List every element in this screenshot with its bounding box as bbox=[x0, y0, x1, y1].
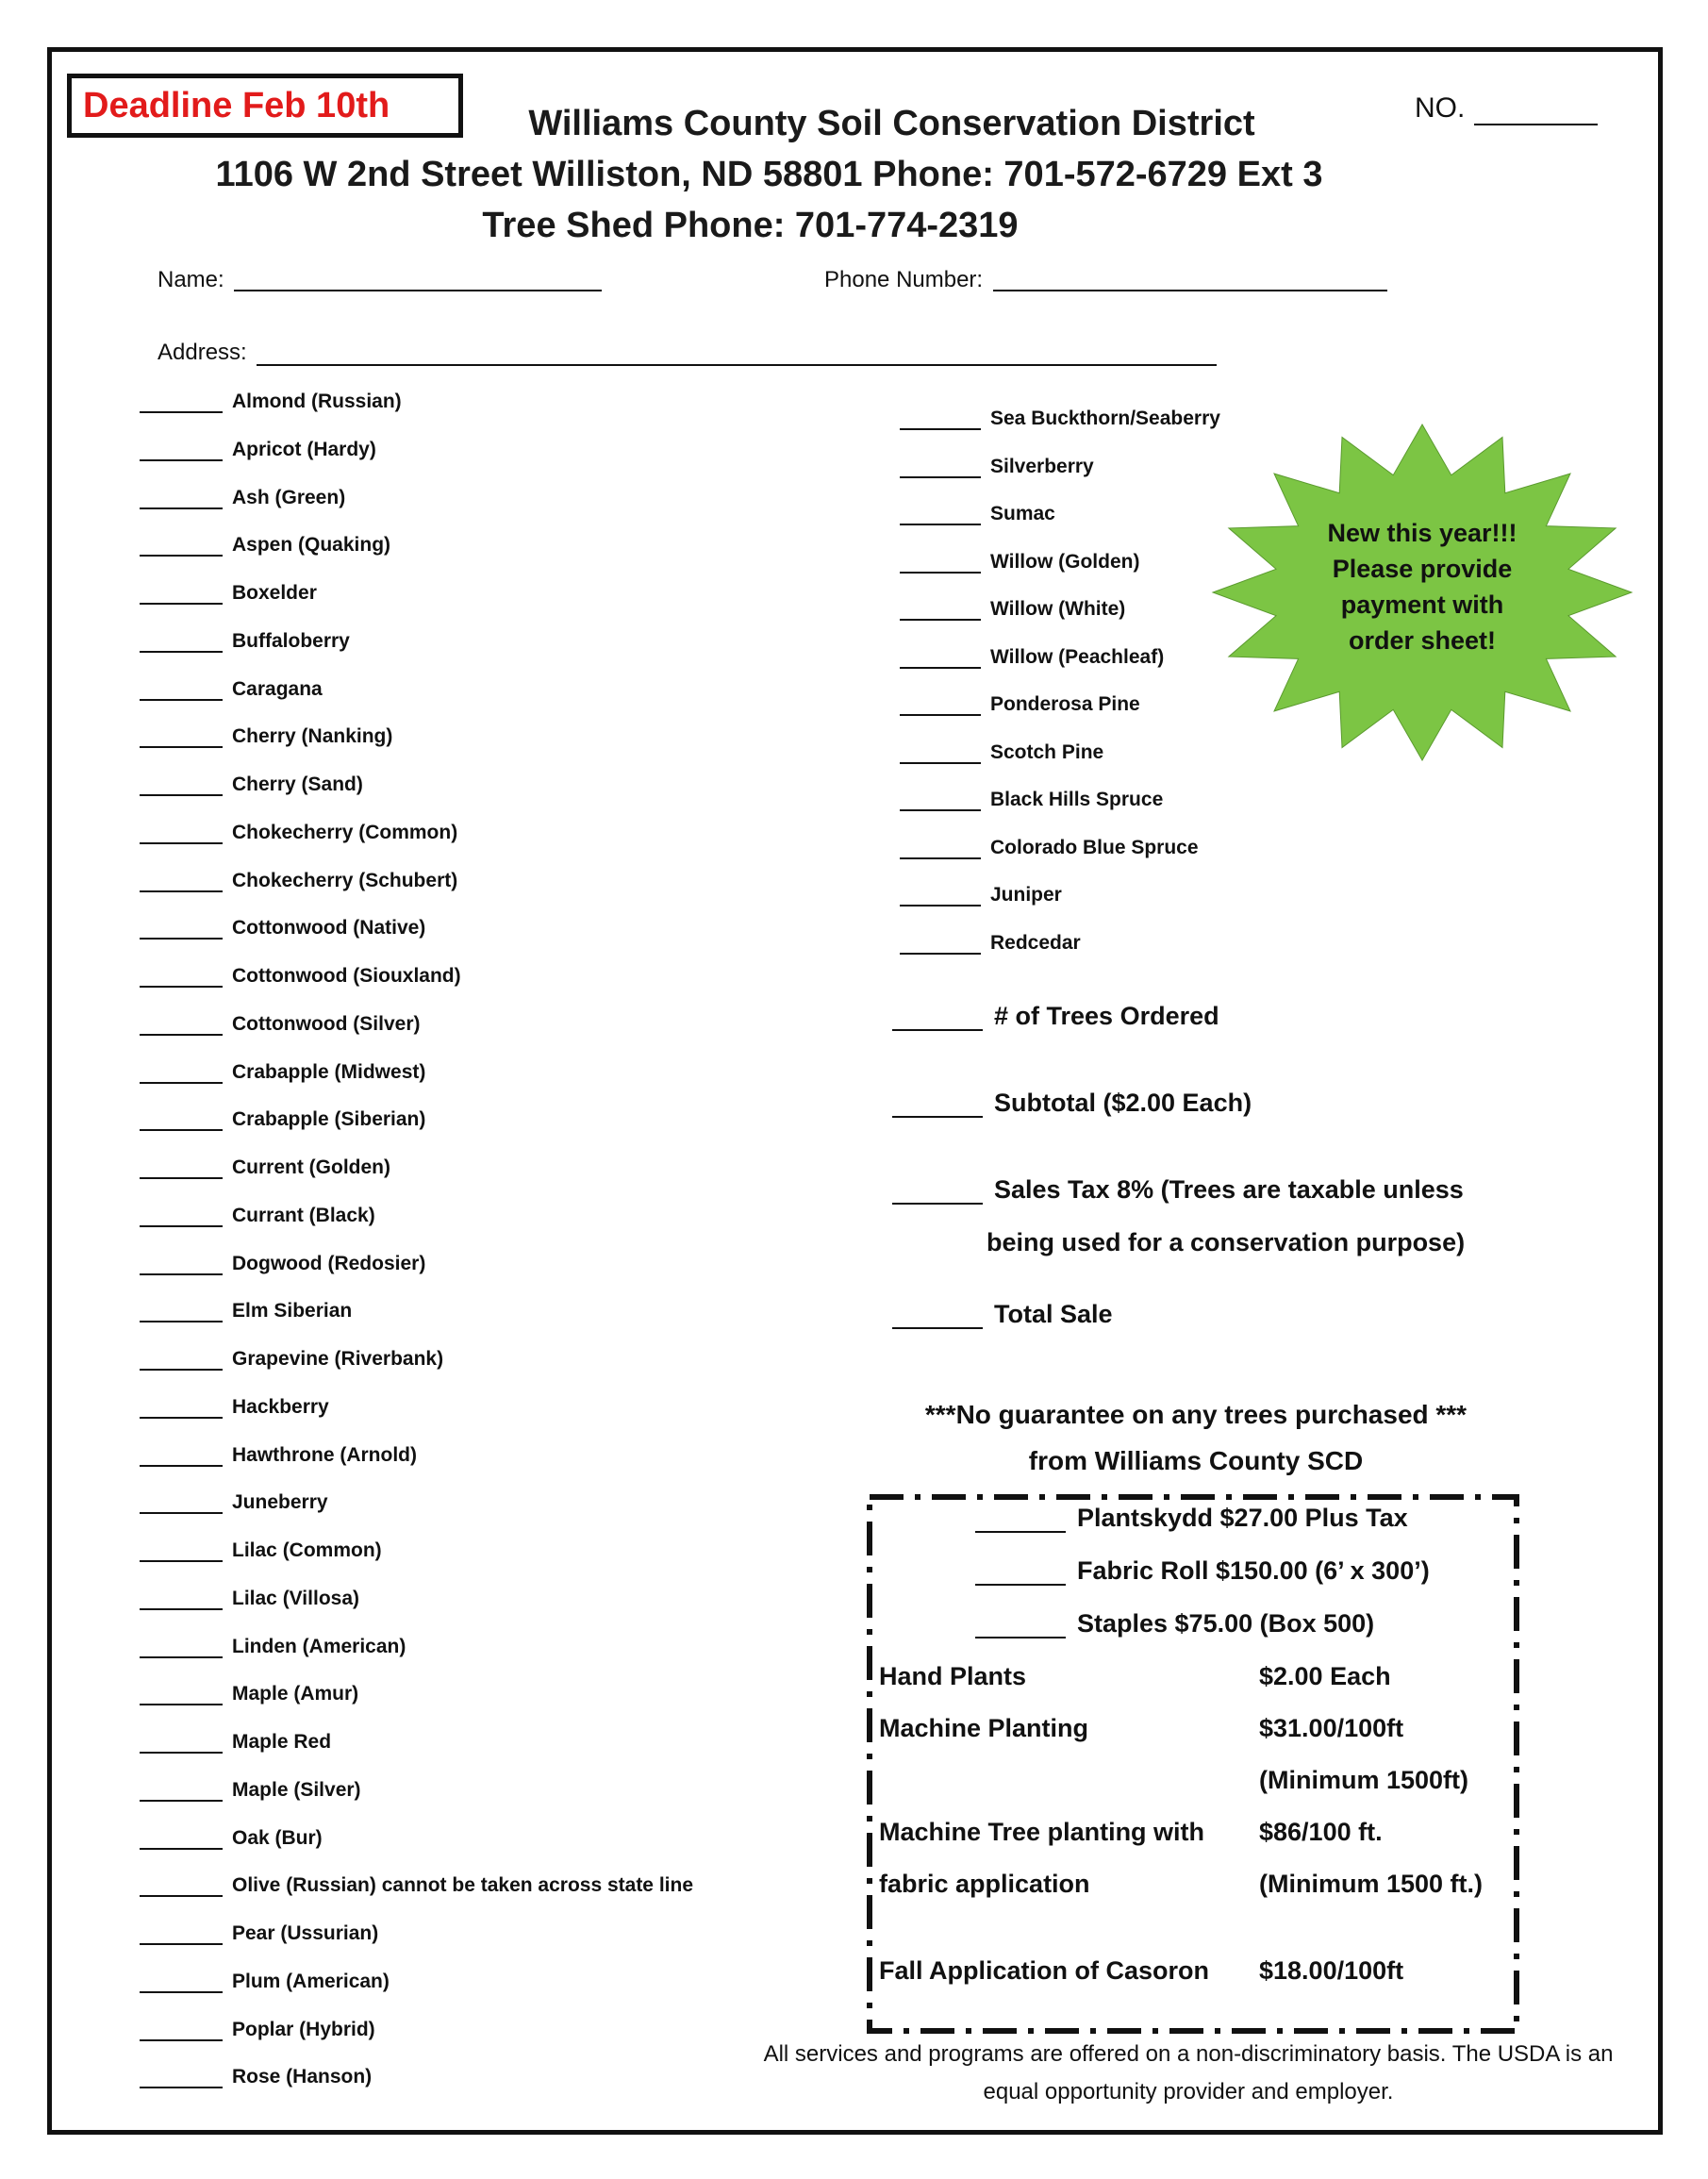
quantity-field[interactable] bbox=[140, 917, 223, 940]
tree-item bbox=[140, 1056, 425, 1084]
casoron-price: $18.00/100ft bbox=[1259, 1956, 1404, 1985]
burst-line-3: payment with bbox=[1340, 590, 1504, 619]
quantity-field[interactable] bbox=[140, 582, 223, 605]
quantity-field[interactable] bbox=[140, 1205, 223, 1227]
quantity-field[interactable] bbox=[140, 1444, 223, 1467]
tree-name: Cottonwood (Native) bbox=[232, 917, 426, 940]
subtotal-label: Subtotal ($2.00 Each) bbox=[994, 1089, 1252, 1117]
tree-item bbox=[900, 926, 1081, 955]
total-sale-row bbox=[892, 1300, 1113, 1329]
tree-item bbox=[140, 1677, 358, 1705]
guarantee-line-1: ***No guarantee on any trees purchased *** bbox=[924, 1400, 1468, 1429]
tree-name: Aspen (Quaking) bbox=[232, 534, 391, 557]
tree-item bbox=[140, 1247, 425, 1275]
tree-name: Cherry (Sand) bbox=[232, 773, 363, 795]
tree-item bbox=[900, 592, 1125, 621]
tree-name: Olive (Russian) cannot be taken across state line bbox=[232, 1874, 693, 1897]
quantity-field[interactable] bbox=[900, 646, 981, 669]
tree-name: Juniper bbox=[990, 884, 1062, 906]
order-number-label: NO. bbox=[1415, 92, 1466, 124]
plantskydd-label: Plantskydd $27.00 Plus Tax bbox=[1077, 1504, 1408, 1532]
tree-name: Grapevine (Riverbank) bbox=[232, 1348, 444, 1370]
tree-name: Hawthrone (Arnold) bbox=[232, 1443, 417, 1466]
tree-item bbox=[140, 816, 457, 844]
quantity-field[interactable] bbox=[140, 822, 223, 844]
machine-fabric-min: (Minimum 1500 ft.) bbox=[1259, 1870, 1484, 1898]
quantity-field[interactable] bbox=[900, 693, 981, 716]
hand-plants-label: Hand Plants bbox=[879, 1662, 1027, 1690]
phone-label: Phone Number: bbox=[824, 267, 984, 292]
tree-item bbox=[900, 640, 1164, 669]
quantity-field[interactable] bbox=[900, 456, 981, 478]
tree-item bbox=[140, 1773, 361, 1802]
tree-item bbox=[140, 1103, 425, 1131]
quantity-field[interactable] bbox=[140, 1636, 223, 1658]
tree-item bbox=[140, 576, 317, 605]
tree-name: Hackberry bbox=[232, 1395, 329, 1418]
plantskydd-row bbox=[975, 1504, 1408, 1533]
quantity-field[interactable] bbox=[140, 1874, 223, 1897]
machine-planting-price: $31.00/100ft bbox=[1259, 1714, 1404, 1742]
phone-field[interactable] bbox=[993, 290, 1387, 291]
staples-label: Staples $75.00 (Box 500) bbox=[1077, 1609, 1375, 1638]
tree-name: Maple (Silver) bbox=[232, 1778, 361, 1801]
total-sale-label: Total Sale bbox=[994, 1300, 1113, 1328]
quantity-field[interactable] bbox=[140, 773, 223, 796]
tree-item bbox=[140, 1965, 390, 1993]
tree-item bbox=[140, 1342, 443, 1371]
quantity-field[interactable] bbox=[140, 1013, 223, 1036]
tree-item bbox=[900, 736, 1103, 764]
tree-name: Willow (Peachleaf) bbox=[990, 645, 1165, 668]
tree-item bbox=[140, 1725, 331, 1754]
tree-item bbox=[900, 783, 1163, 811]
sales-tax-row bbox=[892, 1175, 1464, 1205]
tree-name: Sea Buckthorn/Seaberry bbox=[990, 408, 1220, 429]
tree-item bbox=[900, 688, 1140, 716]
casoron-label: Fall Application of Casoron bbox=[879, 1956, 1210, 1985]
tree-name: Crabapple (Midwest) bbox=[232, 1060, 426, 1083]
tree-item bbox=[140, 528, 390, 557]
tree-name: Cherry (Nanking) bbox=[232, 725, 393, 748]
subtotal-row bbox=[892, 1089, 1252, 1118]
quantity-field[interactable] bbox=[140, 439, 223, 461]
quantity-field[interactable] bbox=[900, 741, 981, 764]
tree-name: Sumac bbox=[990, 503, 1055, 524]
staples-row bbox=[975, 1609, 1374, 1638]
tree-name: Poplar (Hybrid) bbox=[232, 2018, 375, 2040]
burst-line-1: New this year!!! bbox=[1327, 519, 1517, 547]
quantity-field[interactable] bbox=[140, 1588, 223, 1610]
tree-item bbox=[140, 1630, 406, 1658]
tree-name: Apricot (Hardy) bbox=[232, 438, 376, 460]
trees-ordered-label: # of Trees Ordered bbox=[994, 1002, 1219, 1030]
machine-planting-label: Machine Planting bbox=[879, 1714, 1089, 1742]
footer-line-2: equal opportunity provider and employer. bbox=[983, 2079, 1394, 2104]
quantity-field[interactable] bbox=[140, 725, 223, 748]
quantity-field[interactable] bbox=[140, 1971, 223, 1993]
tree-item bbox=[140, 433, 376, 461]
tree-item bbox=[140, 768, 363, 796]
tree-name: Cottonwood (Siouxland) bbox=[232, 965, 461, 987]
tree-item bbox=[140, 864, 457, 892]
tree-name: Almond (Russian) bbox=[232, 391, 402, 412]
tree-item bbox=[140, 1007, 420, 1036]
guarantee-line-2: from Williams County SCD bbox=[1028, 1446, 1364, 1475]
machine-fabric-label-1: Machine Tree planting with bbox=[879, 1818, 1205, 1846]
tree-name: Silverberry bbox=[990, 455, 1094, 477]
tree-item bbox=[140, 1439, 417, 1467]
tree-name: Willow (White) bbox=[990, 598, 1126, 620]
quantity-field[interactable] bbox=[140, 965, 223, 988]
total-sale-field[interactable] bbox=[892, 1301, 983, 1329]
address-field[interactable] bbox=[257, 364, 1217, 366]
tree-item bbox=[140, 1534, 382, 1562]
tree-item bbox=[140, 385, 402, 413]
hand-plants-price: $2.00 Each bbox=[1259, 1662, 1391, 1690]
tree-shed-phone: Tree Shed Phone: 701-774-2319 bbox=[482, 206, 1019, 245]
trees-ordered-row bbox=[892, 1002, 1219, 1031]
quantity-field[interactable] bbox=[140, 1731, 223, 1754]
sales-tax-field[interactable] bbox=[892, 1176, 983, 1205]
quantity-field[interactable] bbox=[140, 391, 223, 413]
quantity-field[interactable] bbox=[900, 884, 981, 907]
tree-name: Chokecherry (Schubert) bbox=[232, 869, 458, 891]
tree-item bbox=[140, 720, 392, 748]
new-this-year-note bbox=[1281, 515, 1564, 658]
fabric-roll-label: Fabric Roll $150.00 (6’ x 300’) bbox=[1077, 1556, 1430, 1585]
tree-name: Black Hills Spruce bbox=[990, 789, 1164, 810]
name-label: Name: bbox=[158, 267, 224, 292]
tree-name: Maple Red bbox=[232, 1731, 332, 1753]
footer-line-1: All services and programs are offered on a non-discriminatory basis. The USDA is an bbox=[763, 2041, 1614, 2067]
tree-name: Willow (Golden) bbox=[990, 550, 1140, 573]
tree-item bbox=[140, 1294, 352, 1322]
quantity-field[interactable] bbox=[140, 1348, 223, 1371]
tree-name: Plum (American) bbox=[232, 1970, 390, 1992]
quantity-field[interactable] bbox=[900, 551, 981, 574]
tree-name: Ponderosa Pine bbox=[990, 693, 1140, 715]
tree-item bbox=[140, 1869, 693, 1897]
tree-name: Current (Golden) bbox=[232, 1156, 390, 1178]
tree-name: Boxelder bbox=[232, 582, 317, 604]
footer-disclaimer bbox=[717, 2036, 1660, 2111]
staples-field[interactable] bbox=[975, 1610, 1066, 1638]
address-label: Address: bbox=[158, 340, 247, 365]
tree-name: Buffaloberry bbox=[232, 629, 350, 652]
fabric-roll-row bbox=[975, 1556, 1430, 1586]
quantity-field[interactable] bbox=[140, 1156, 223, 1179]
tree-name: Linden (American) bbox=[232, 1635, 406, 1657]
tree-name: Cottonwood (Silver) bbox=[232, 1012, 421, 1035]
quantity-field[interactable] bbox=[140, 1396, 223, 1419]
tree-item bbox=[900, 402, 1220, 430]
tree-item bbox=[140, 1821, 323, 1850]
tree-item bbox=[140, 1486, 328, 1514]
quantity-field[interactable] bbox=[140, 870, 223, 892]
tree-name: Oak (Bur) bbox=[232, 1826, 323, 1849]
tree-name: Elm Siberian bbox=[232, 1300, 353, 1322]
tree-item bbox=[140, 1151, 390, 1179]
quantity-field[interactable] bbox=[140, 678, 223, 701]
tree-item bbox=[140, 673, 323, 701]
quantity-field[interactable] bbox=[900, 789, 981, 811]
plantskydd-field[interactable] bbox=[975, 1505, 1066, 1533]
tree-item bbox=[900, 545, 1139, 574]
machine-fabric-label-2: fabric application bbox=[879, 1870, 1090, 1898]
tree-name: Redcedar bbox=[990, 931, 1081, 954]
machine-fabric-price: $86/100 ft. bbox=[1259, 1818, 1383, 1846]
quantity-field[interactable] bbox=[140, 1061, 223, 1084]
tree-item bbox=[900, 878, 1062, 907]
quantity-field[interactable] bbox=[900, 408, 981, 430]
tree-name: Chokecherry (Common) bbox=[232, 821, 458, 843]
tree-item bbox=[900, 450, 1094, 478]
tree-name: Rose (Hanson) bbox=[232, 2066, 373, 2088]
tree-item bbox=[140, 2060, 372, 2088]
quantity-field[interactable] bbox=[140, 1779, 223, 1802]
subtotal-field[interactable] bbox=[892, 1090, 983, 1118]
tree-item bbox=[140, 911, 425, 940]
tree-item bbox=[900, 497, 1055, 525]
quantity-field[interactable] bbox=[140, 1253, 223, 1275]
burst-line-2: Please provide bbox=[1332, 555, 1513, 583]
tree-item bbox=[140, 1917, 378, 1945]
tree-name: Lilac (Villosa) bbox=[232, 1587, 359, 1609]
quantity-field[interactable] bbox=[140, 1108, 223, 1131]
tree-name: Currant (Black) bbox=[232, 1204, 375, 1226]
tree-item bbox=[140, 624, 350, 653]
deadline-badge: Deadline Feb 10th bbox=[67, 74, 463, 138]
quantity-field[interactable] bbox=[140, 1491, 223, 1514]
tree-name: Ash (Green) bbox=[232, 486, 346, 508]
tree-name: Colorado Blue Spruce bbox=[990, 836, 1199, 858]
name-field[interactable] bbox=[234, 290, 602, 291]
sales-tax-label: Sales Tax 8% (Trees are taxable unless bbox=[994, 1175, 1464, 1204]
tree-item bbox=[140, 1582, 359, 1610]
tree-item bbox=[140, 1199, 375, 1227]
quantity-field[interactable] bbox=[140, 1300, 223, 1322]
tree-name: Juneberry bbox=[232, 1491, 328, 1514]
tree-name: Crabapple (Siberian) bbox=[232, 1108, 426, 1131]
quantity-field[interactable] bbox=[140, 1683, 223, 1705]
tree-name: Pear (Ussurian) bbox=[232, 1922, 379, 1944]
tree-name: Maple (Amur) bbox=[232, 1683, 359, 1705]
fabric-roll-field[interactable] bbox=[975, 1557, 1066, 1586]
quantity-field[interactable] bbox=[140, 630, 223, 653]
quantity-field[interactable] bbox=[900, 598, 981, 621]
tree-name: Lilac (Common) bbox=[232, 1539, 382, 1561]
quantity-field[interactable] bbox=[140, 1922, 223, 1945]
quantity-field[interactable] bbox=[900, 837, 981, 859]
quantity-field[interactable] bbox=[140, 487, 223, 509]
tree-name: Dogwood (Redosier) bbox=[232, 1252, 426, 1274]
quantity-field[interactable] bbox=[140, 2019, 223, 2041]
quantity-field[interactable] bbox=[900, 932, 981, 955]
quantity-field[interactable] bbox=[140, 1539, 223, 1562]
tree-name: Scotch Pine bbox=[990, 740, 1104, 763]
org-title: Williams County Soil Conservation District bbox=[528, 104, 1255, 143]
quantity-field[interactable] bbox=[140, 2066, 223, 2088]
tree-item bbox=[900, 831, 1199, 859]
tree-item bbox=[140, 959, 461, 988]
quantity-field[interactable] bbox=[900, 503, 981, 525]
tree-name: Caragana bbox=[232, 677, 323, 700]
sales-tax-note: being used for a conservation purpose) bbox=[987, 1228, 1466, 1256]
org-address-phone: 1106 W 2nd Street Williston, ND 58801 Phone: 701-572-6729 Ext 3 bbox=[215, 155, 1323, 194]
quantity-field[interactable] bbox=[140, 1827, 223, 1850]
machine-planting-min: (Minimum 1500ft) bbox=[1259, 1766, 1469, 1794]
tree-item bbox=[140, 1390, 329, 1419]
burst-line-4: order sheet! bbox=[1348, 626, 1497, 655]
tree-item bbox=[140, 481, 345, 509]
quantity-field[interactable] bbox=[140, 534, 223, 557]
trees-ordered-field[interactable] bbox=[892, 1003, 983, 1031]
tree-item bbox=[140, 2013, 375, 2041]
